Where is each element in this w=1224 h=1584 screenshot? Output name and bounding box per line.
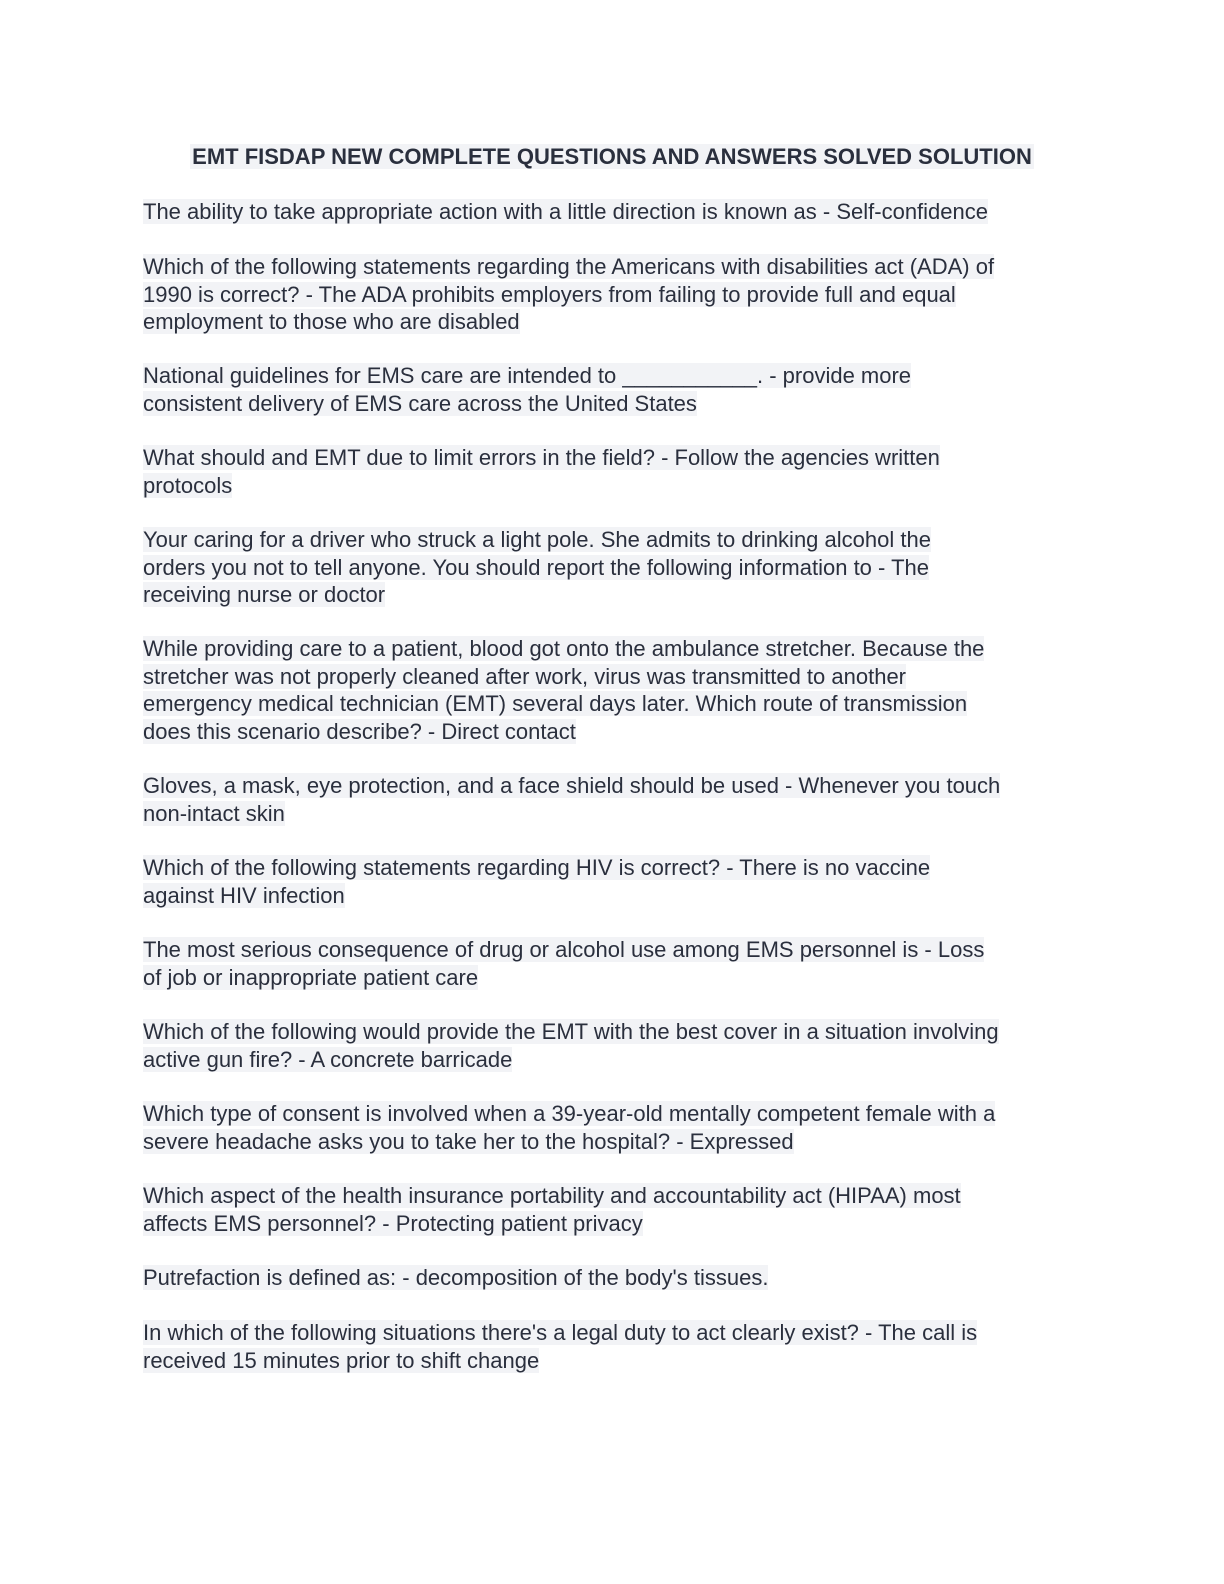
qa-line: What should and EMT due to limit errors in the field? - Follow the agencies written [143,445,940,470]
qa-line: of job or inappropriate patient care [143,964,479,990]
qa-line: Gloves, a mask, eye protection, and a face shield should be used - Whenever you touch [143,773,1001,798]
qa-line: Which of the following would provide the EMT with the best cover in a situation involving [143,1019,999,1044]
qa-item-6 [143,635,1083,745]
qa-line: The ability to take appropriate action with a little direction is known as - Self-confidence [143,199,988,224]
qa-item-14 [143,1319,1083,1374]
qa-line: non-intact skin [143,800,285,826]
qa-line: against HIV infection [143,882,345,908]
qa-line: Which type of consent is involved when a 39-year-old mentally competent female with a [143,1101,996,1126]
qa-item-7 [143,772,1083,827]
qa-line: Which aspect of the health insurance portability and accountability act (HIPAA) most [143,1183,961,1208]
qa-line: receiving nurse or doctor [143,582,386,607]
qa-line: Your caring for a driver who struck a light pole. She admits to drinking alcohol the [143,527,931,552]
qa-line: affects EMS personnel? - Protecting patient privacy [143,1210,643,1236]
qa-line: does this scenario describe? - Direct contact [143,718,576,744]
qa-line: emergency medical technician (EMT) several days later. Which route of transmission [143,691,968,716]
qa-item-2 [143,253,1083,336]
document-title [0,142,1224,172]
qa-line: orders you not to tell anyone. You should report the following information to - The [143,554,929,580]
qa-item-12 [143,1182,1083,1237]
qa-line: employment to those who are disabled [143,309,520,334]
qa-item-3 [143,362,1083,417]
qa-line: Which of the following statements regarding the Americans with disabilities act (ADA) of [143,254,995,279]
qa-item-5 [143,526,1083,609]
qa-item-13 [143,1264,1083,1292]
qa-line: The most serious consequence of drug or alcohol use among EMS personnel is - Loss [143,937,985,962]
qa-line: received 15 minutes prior to shift change [143,1347,540,1373]
qa-line: stretcher was not properly cleaned after work, virus was transmitted to another [143,663,907,689]
qa-item-4 [143,444,1083,499]
qa-line: consistent delivery of EMS care across the United States [143,390,697,416]
qa-item-11 [143,1100,1083,1155]
qa-line: severe headache asks you to take her to the hospital? - Expressed [143,1128,794,1154]
qa-line: Which of the following statements regarding HIV is correct? - There is no vaccine [143,855,931,880]
qa-line: Putrefaction is defined as: - decomposition of the body's tissues. [143,1265,769,1290]
qa-item-1 [143,198,1083,226]
qa-line: 1990 is correct? - The ADA prohibits employers from failing to provide full and equal [143,281,956,307]
qa-line: National guidelines for EMS care are intended to ___________. - provide more [143,363,912,388]
qa-line: In which of the following situations there's a legal duty to act clearly exist? - The call is [143,1320,978,1345]
qa-line: While providing care to a patient, blood got onto the ambulance stretcher. Because the [143,636,985,661]
qa-item-10 [143,1018,1083,1073]
qa-item-9 [143,936,1083,991]
document-title-text: EMT FISDAP NEW COMPLETE QUESTIONS AND ANSWERS SOLVED SOLUTION [192,144,1032,169]
qa-line: protocols [143,472,233,498]
qa-item-8 [143,854,1083,909]
qa-line: active gun fire? - A concrete barricade [143,1046,513,1072]
